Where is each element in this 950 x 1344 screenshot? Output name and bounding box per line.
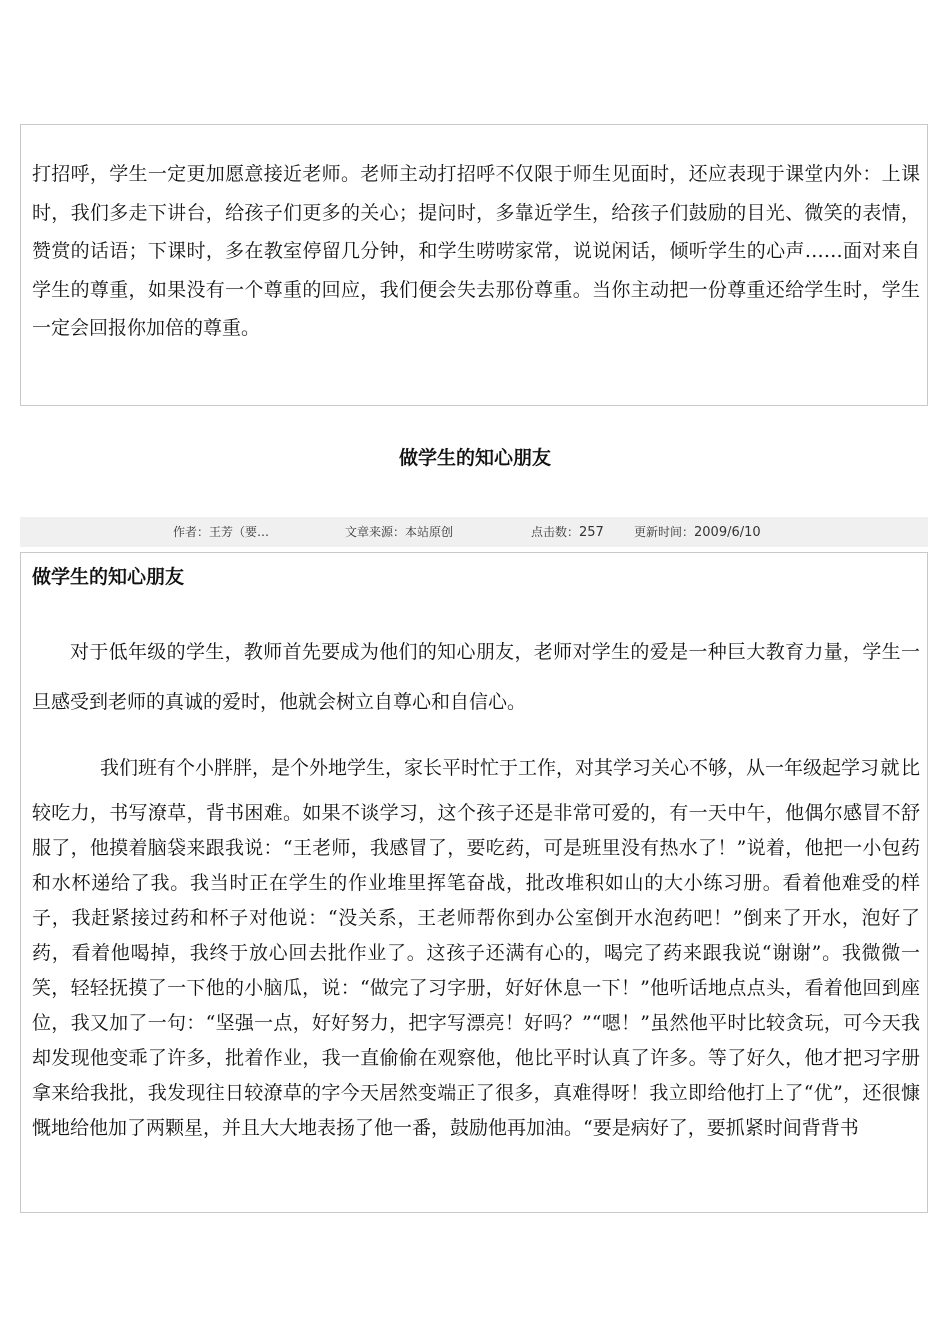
article-body-box [20, 552, 928, 1213]
meta-updated-value: 2009/6/10 [694, 525, 761, 540]
article-paragraph-1: 对于低年级的学生，教师首先要成为他们的知心朋友，老师对学生的爱是一种巨大教育力量，学生一旦感受到老师的真诚的爱时，他就会树立自尊心和自信心。 [32, 641, 920, 713]
meta-source: 文章来源：本站原创 [345, 525, 454, 539]
meta-clicks-label: 点击数： [531, 525, 580, 539]
meta-clicks [531, 517, 604, 548]
article-meta-bar [20, 517, 928, 547]
meta-author: 作者：王芳（要… [173, 525, 270, 539]
excerpt-paragraph: 打招呼，学生一定更加愿意接近老师。老师主动打招呼不仅限于师生见面时，还应表现于课堂内外：上课时，我们多走下讲台，给孩子们更多的关心；提问时，多靠近学生，给孩子们鼓励的目光、微笑的表情，赞赏的话语；下课时，多在教室停留几分钟，和学生唠唠家常，说说闲话，倾听学生的心声……面对来自学生的尊重，如果没有一个尊重的回应，我们便会失去那份尊重。当你主动把一份尊重还给学生时，学生一定会回报你加倍的尊重。 [32, 163, 920, 339]
meta-updated-label: 更新时间： [634, 525, 695, 539]
paragraph-2-rest: 就比较吃力，书写潦草，背书困难。如果不谈学习，这个孩子还是非常可爱的，有一天中午，他偶尔感冒不舒服了，他摸着脑袋来跟我说：“王老师，我感冒了，要吃药，可是班里没有热水了！”说着，他把一小包药和水杯递给了我。我当时正在学生的作业堆里挥笔奋战，批改堆积如山的大小练习册。看着他难受的样子，我赶紧接过药和杯子对他说：“没关系，王老师帮你到办公室倒开水泡药吧！”倒来了开水，泡好了药，看着他喝掉，我终于放心回去批作业了。这孩子还满有心的，喝完了药来跟我说“谢谢”。我微微一笑，轻轻抚摸了一下他的小脑瓜，说：“做完了习字册，好好休息一下！”他听话地点点头，看着他回到座位，我又加了一句：“坚强一点，好好努力，把字写漂亮！好吗？”“嗯！”虽然他平时比较贪玩，可今天我却发现他变乖了许多，批着作业，我一直偷偷在观察他，他比平时认真了许多。等了好久，他才把习字册拿来给我批，我发现往日较潦草的字今天居然变端正了很多，真难得呀！我立即给他打上了“优”，还很慷慨地给他加了两颗星，并且大大地表扬了他一番，鼓励他再加油。“要是病好了，要抓紧时间背背书 [32, 757, 920, 1139]
article-heading: 做学生的知心朋友 [32, 566, 185, 588]
article-title: 做学生的知心朋友 [398, 447, 551, 469]
paragraph-2-first-line: 我们班有个小胖胖，是个外地学生，家长平时忙于工作，对其学习关心不够，从一年级起学习 [100, 757, 880, 779]
meta-clicks-value: 257 [579, 525, 604, 540]
meta-updated [634, 517, 761, 548]
article-paragraph-2 [32, 751, 920, 1146]
previous-article-excerpt-box [20, 124, 928, 406]
